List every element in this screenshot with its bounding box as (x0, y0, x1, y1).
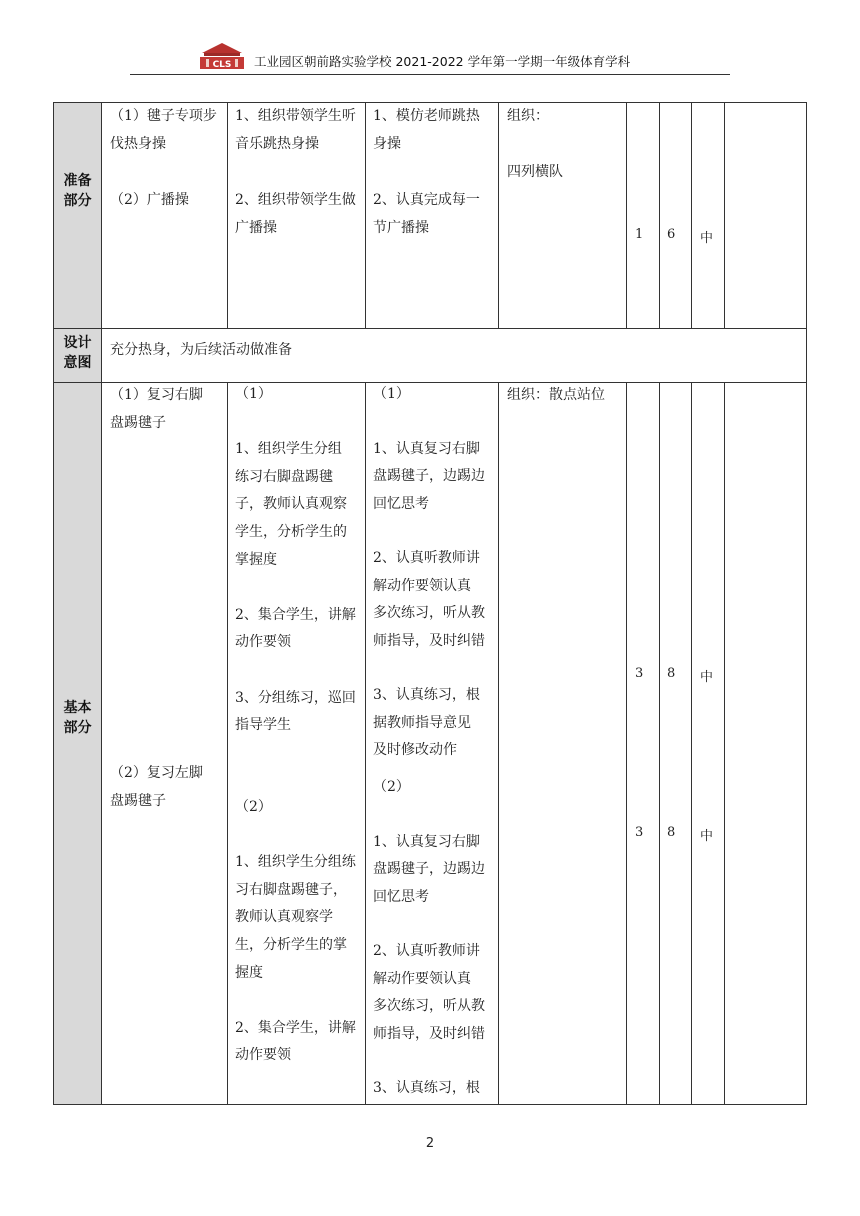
prep-col3 (365, 102, 366, 329)
prep-intensity: 中 (700, 231, 714, 246)
basic-label-cell (54, 383, 101, 1104)
basic-col2 (227, 382, 228, 1105)
basic-student-1: （1） 1、认真复习右脚 盘踢毽子，边踢边 回忆思考 2、认真听教师讲 解动作要领认真 多次练习，听从教 师指导，及时纠错 3、认真练习，根 据教师指导意见 及时修改动作 (373, 386, 485, 759)
basic-col3 (365, 382, 366, 1105)
basic-number-2a: 8 (667, 666, 676, 681)
basic-content-2: （2）复习左脚 盘踢毽子 (110, 765, 203, 809)
logo-text: CLS (212, 60, 232, 70)
basic-number-1b: 3 (635, 825, 644, 840)
prep-organization: 组织： 四列横队 (507, 108, 563, 180)
basic-number-1a: 3 (635, 666, 644, 681)
prep-number-2: 6 (667, 227, 676, 242)
prep-col8 (724, 102, 725, 329)
table-border-row1 (53, 328, 807, 329)
basic-col5 (626, 382, 627, 1105)
page-number: 2 (425, 1136, 435, 1151)
basic-organization: 组织：散点站位 (507, 387, 605, 403)
prep-label: 准备 部分 (63, 173, 92, 209)
basic-col8 (724, 382, 725, 1105)
page-header (130, 40, 730, 75)
table-border-left (53, 102, 54, 1105)
basic-label: 基本 部分 (63, 700, 92, 736)
prep-teacher: 1、组织带领学生听 音乐跳热身操 2、组织带领学生做 广播操 (235, 108, 356, 236)
basic-content-1: （1）复习右脚 盘踢毽子 (110, 387, 203, 431)
prep-label-cell (54, 103, 101, 328)
basic-col6 (659, 382, 660, 1105)
basic-col4 (498, 382, 499, 1105)
prep-col5 (626, 102, 627, 329)
prep-student: 1、模仿老师跳热 身操 2、认真完成每一 节广播操 (373, 108, 480, 236)
basic-intensity-a: 中 (700, 670, 714, 685)
basic-col7 (691, 382, 692, 1105)
prep-content: （1）毽子专项步 伐热身操 （2）广播操 (110, 108, 217, 208)
table-border-col1 (101, 102, 102, 1105)
table-border-bottom (53, 1104, 807, 1105)
basic-teacher-2: （2） 1、组织学生分组练 习右脚盘踢毽子， 教师认真观察学 生，分析学生的掌 握度 2、集合学生，讲解 动作要领 (235, 799, 356, 1064)
basic-number-2b: 8 (667, 825, 676, 840)
prep-col2 (227, 102, 228, 329)
school-logo (196, 40, 248, 71)
prep-number-1: 1 (635, 227, 644, 242)
table-border-right (806, 102, 807, 1105)
design-label: 设计 意图 (63, 335, 92, 371)
prep-col7 (691, 102, 692, 329)
basic-student-2: （2） 1、认真复习右脚 盘踢毽子，边踢边 回忆思考 2、认真听教师讲 解动作要领认真 多次练习，听从教 师指导，及时纠错 3、认真练习，根 (373, 779, 485, 1097)
basic-intensity-b: 中 (700, 829, 714, 844)
design-intent-text: 充分热身，为后续活动做准备 (110, 342, 292, 358)
header-title: 工业园区朝前路实验学校 2021-2022 学年第一学期一年级体育学科 (254, 54, 631, 69)
prep-col6 (659, 102, 660, 329)
prep-col4 (498, 102, 499, 329)
basic-teacher-1: （1） 1、组织学生分组 练习右脚盘踢毽 子，教师认真观察 学生，分析学生的 掌握度 2、集合学生，讲解 动作要领 3、分组练习，巡回 指导学生 (235, 386, 356, 734)
